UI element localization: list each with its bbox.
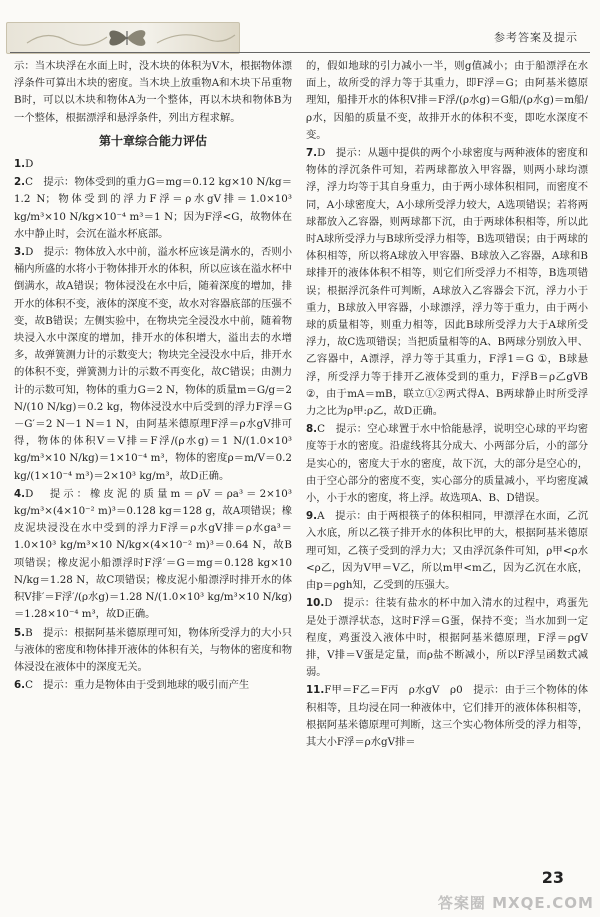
right-column [306, 58, 588, 752]
answer-text: D [25, 158, 34, 171]
answer-item [14, 486, 292, 624]
answer-item [306, 682, 588, 751]
header-title: 参考答案及提示 [494, 31, 578, 44]
header-rule [10, 52, 590, 53]
answer-item [14, 677, 292, 694]
page-number: 23 [541, 868, 564, 887]
question-number: 10. [306, 597, 325, 610]
answer-item [14, 244, 292, 485]
question-number: 6. [14, 679, 26, 692]
answer-text: C 提示：空心球置于水中恰能悬浮，说明空心球的平均密度等于水的密度。沿虚线将其分成大、小两部分后，小的部分是实心的，密度大于水的密度，故下沉，大的部分是空心的，由于空心部分的密度不变，实心部分的质量减小，平均密度减小，小于水的密度，将上浮。故选项A、B、D错误。 [306, 423, 588, 505]
answer-text: C 提示：重力是物体由于受到地球的吸引而产生 [25, 679, 250, 692]
answer-text: D 提示：橡皮泥的质量m＝ρV＝ρa³＝2×10³ kg/m³×(4×10⁻² m)³＝0.128 kg＝128 g，故A项错误；橡皮泥块浸没在水中受到的浮力F浮＝ρ水gV排＝ρ水ga³＝1.0×10³ kg/m³×10 N/kg×(4×10⁻² m)³＝0.64 N，故B项错误；橡皮泥小船漂浮时F浮′＝G＝mg＝0.128 kg×10 N/kg＝1.28 N，故C项错误；橡皮泥小船漂浮时排开水的体积V排′＝F浮′/(ρ水g)＝1.28 N/(1.0×10³ kg/m³×10 N/kg)＝1.28×10⁻⁴ m³，故D正确。 [14, 487, 292, 621]
answer-text: D 提示：往装有盐水的杯中加入清水的过程中，鸡蛋先是处于漂浮状态，这时F浮＝G蛋，保持不变；当水加到一定程度，鸡蛋没入液体中时，根据阿基米德原理，F浮＝ρgV排，V排＝V蛋是定量，而ρ盐不断减小，所以F浮呈函数式减弱。 [306, 597, 588, 679]
answer-item [14, 625, 292, 677]
question-number: 9. [306, 510, 318, 523]
answer-text: C 提示：物体受到的重力G＝mg＝0.12 kg×10 N/kg＝1.2 N；物体受到的浮力F浮＝ρ水gV排＝1.0×10³ kg/m³×10 N/kg×10⁻⁴ m³＝1 N；因为F浮<G，故物体在水中静止时，会沉在溢水杯底部。 [14, 176, 292, 240]
answer-item [306, 595, 588, 681]
question-number: 11. [306, 684, 325, 697]
answer-item [306, 58, 588, 144]
question-number: 3. [14, 246, 26, 259]
answer-item [306, 508, 588, 594]
section-title: 第十章综合能力评估 [98, 133, 207, 148]
answer-item [14, 174, 292, 243]
question-number: 2. [14, 176, 26, 189]
left-column [14, 58, 292, 695]
watermark: 答案圈 MXQE.COM [437, 894, 594, 912]
answer-item [306, 145, 588, 420]
answer-text: F甲＝F乙＝F丙 ρ水gV ρ0 提示：由于三个物体的体积相等，且均浸在同一种液体中，它们排开的液体体积相等，根据阿基米德原理可判断，这三个实心物体所受的浮力相等，其大小F浮＝ρ水gV排＝ [306, 684, 588, 748]
answer-text: A 提示：由于两根筷子的体积相同，甲漂浮在水面，乙沉入水底，所以乙筷子排开水的体积比甲的大，根据阿基米德原理可知，乙筷子受到的浮力大；又由浮沉条件可知，ρ甲<ρ水<ρ乙，因为V甲＝V乙，所以m甲<m乙，因为乙沉在水底，由p＝ρgh知，乙受到的压强大。 [306, 510, 588, 592]
question-number: 8. [306, 423, 318, 436]
intro-paragraph: 示：当木块浮在水面上时，没木块的体积为V木，根据物体漂浮条件可算出木块的密度。当木块上放重物A和木块下吊重物B时，可以以木块和物体A为一个整体，再以木块和物体B为一个整体，根据漂浮和悬浮条件，列出方程求解。 [14, 60, 292, 124]
answer-item [14, 156, 292, 173]
question-number: 5. [14, 626, 26, 639]
header-banner [6, 22, 240, 54]
answer-text: D 提示：从题中提供的两个小球密度与两种液体的密度和物体的浮沉条件可知，若两球都放入甲容器，则两小球均漂浮，浮力均等于其自身重力，由于两小球体积相同，而密度不同，A小球密度大，A小球所受浮力较大，A选项错误；若将两球都放入乙容器，则两球都下沉，由于两球体积相等，所以此时A球所受浮力与B球所受浮力相等，B选项错误；由于两球的体积相等，所以将A球放入甲容器、B球放入乙容器，A球和B球排开的液体体积不相等，则它们所受浮力不相等，B选项错误；根据浮沉条件可判断，A球放入乙容器会下沉，浮力小于重力，B球放入甲容器，小球漂浮，浮力等于重力，由于两小球的质量相等，则重力相等，因此B球所受浮力大于A球所受浮力，故C选项错误；当把质量相等的A、B两球分别放入甲、乙容器中，A漂浮，浮力等于其重力，F浮1＝G ①，B球悬浮，所受浮力等于排开乙液体受到的重力，F浮B＝ρ乙gVB ②，由于mA＝mB，联立①②两式得A、B两球静止时所受浮力之比为ρ甲:ρ乙，故D正确。 [306, 147, 588, 418]
butterfly-icon [7, 23, 239, 53]
question-number: 4. [14, 487, 26, 500]
answer-item [306, 421, 588, 507]
answer-text: B 提示：根据阿基米德原理可知，物体所受浮力的大小只与液体的密度和物体排开液体的体积有关，与物体的密度和物体浸没在液体中的深度无关。 [14, 626, 293, 673]
answer-text: D 提示：物体放入水中前，溢水杯应该是满水的，否则小桶内所盛的水将小于物体排开水的体积，所以应该在溢水杯中倒满水，故A错误；物体浸没在水中后，随着深度的增加，排开水的体积不变，液体的深度不变，故水对容器底部的压强不变，故B错误；左侧实验中，在物块完全浸没水中前，随着物块浸入水中深度的增加，排开水的体积增大，溢出去的水增多，故弹簧测力计的示数变大；物块完全浸没水中后，排开水的体积不变，弹簧测力计的示数不再变化，故C错误；由测力计的示数可知，物体的重力G＝2 N，物体的质量m＝G/g＝2 N/(10 N/kg)＝0.2 kg，物体浸没水中后受到的浮力F浮＝G－G′＝2 N－1 N＝1 N，由阿基米德原理F浮＝ρ水gV排可得，物体的体积V＝V排＝F浮/(ρ水g)＝1 N/(1.0×10³ kg/m³×10 N/kg)＝1×10⁻⁴ m³，物体的密度ρ＝m/V＝0.2 kg/(1×10⁻⁴ m³)＝2×10³ kg/m³，故D正确。 [14, 246, 293, 482]
question-number: 1. [14, 158, 26, 171]
answer-text: 的，假如地球的引力减小一半，则g值减小；由于船漂浮在水面上，故所受的浮力等于其重力，即F浮＝G；由阿基米德原理知，船排开水的体积V排＝F浮/(ρ水g)＝G船/(ρ水g)＝m船/ρ水，因船的质量不变，故排开水的体积不变，即吃水深度不变。 [306, 60, 588, 141]
question-number: 7. [306, 147, 318, 160]
